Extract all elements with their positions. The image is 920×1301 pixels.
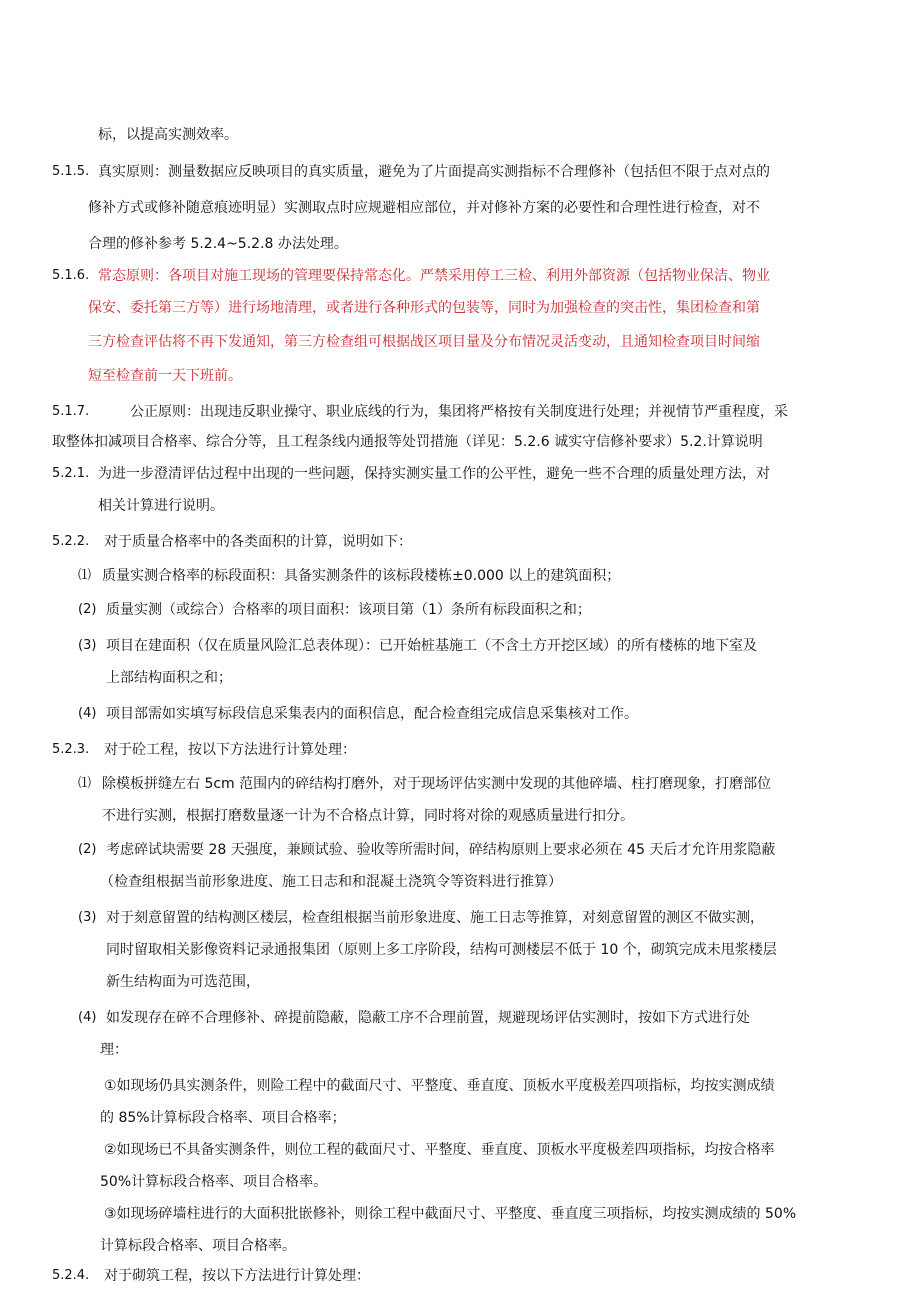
list-marker: (3)	[78, 910, 97, 925]
list-item-line: （检查组根据当前形象进度、施工日志和和混凝土浇筑令等资料进行推算）	[100, 874, 562, 890]
list-item-line: 考虑碎试块需要 28 天强度，兼顾试验、验收等所需时间，碎结构原则上要求必须在 45 天后才允许用浆隐蔽	[106, 842, 776, 858]
para-5-2-1-line: 为进一步澄清评估过程中出现的一些问题，保持实测实量工作的公平性，避免一些不合理的质量处理方法，对	[98, 466, 770, 482]
list-marker: (2)	[78, 842, 97, 857]
list-item-line: 质量实测合格率的标段面积：具备实测条件的该标段楼栋±0.000 以上的建筑面积；	[102, 568, 621, 584]
list-marker: ⑴	[78, 776, 92, 791]
list-item-line: 质量实测（或综合）合格率的项目面积：该项目第（1）条所有标段面积之和；	[106, 602, 591, 618]
list-item-line: 不进行实测，根据打磨数量逐一计为不合格点计算，同时将对徐的观感质量进行扣分。	[102, 808, 634, 824]
section-number-5-2-4: 5.2.4.	[52, 1268, 90, 1283]
para-5-1-5-line: 修补方式或修补随意痕迹明显）实测取点时应规避相应部位，并对修补方案的必要性和合理性进行检查，对不	[88, 200, 760, 216]
para-5-2-3-line: 对于砼工程，按以下方法进行计算处理：	[104, 742, 356, 758]
sub-item-line: ②如现场已不具备实测条件，则位工程的截面尺寸、平整度、垂直度、顶板水平度极差四项指标，均按合格率	[104, 1142, 775, 1158]
sub-item-line: 计算标段合格率、项目合格率。	[100, 1238, 296, 1254]
list-item-line: 上部结构面积之和；	[106, 670, 232, 686]
list-item-line: 新生结构面为可选范围，	[106, 974, 260, 990]
section-number-5-2-2: 5.2.2.	[52, 534, 90, 549]
para-5-1-5-line: 合理的修补参考 5.2.4~5.2.8 办法处理。	[88, 236, 348, 252]
sub-item-line: 50%计算标段合格率、项目合格率。	[100, 1174, 328, 1190]
sub-item-line: ③如现场碎墙柱进行的大面积批嵌修补，则徐工程中截面尺寸、平整度、垂直度三项指标，均按实测成绩的 50%	[104, 1206, 797, 1222]
para-5-1-5-line: 真实原则：测量数据应反映项目的真实质量，避免为了片面提高实测指标不合理修补（包括但不限于点对点的	[98, 164, 770, 180]
list-marker: (4)	[78, 1010, 97, 1025]
para-5-1-7-line: 取整体扣减项目合格率、综合分等，且工程条线内通报等处罚措施（详见：5.2.6 诚实守信修补要求）5.2.计算说明	[52, 434, 763, 450]
para-5-1-6-line: 短至检查前一天下班前。	[88, 368, 242, 384]
para-5-2-4-line: 对于砌筑工程，按以下方法进行计算处理：	[104, 1268, 370, 1284]
list-item-line: 除模板拼缝左右 5cm 范围内的碎结构打磨外，对于现场评估实测中发现的其他碎墙、柱打磨现象，打磨部位	[102, 776, 772, 792]
para-5-2-2-line: 对于质量合格率中的各类面积的计算，说明如下：	[104, 534, 412, 550]
para-5-2-1-line: 相关计算进行说明。	[98, 498, 224, 514]
para-5-1-6-line: 三方检查评估将不再下发通知，第三方检查组可根据战区项目量及分布情况灵活变动，且通知检查项目时间缩	[88, 334, 760, 350]
list-item-line: 如发现存在碎不合理修补、碎提前隐蔽，隐蔽工序不合理前置，规避现场评估实测时，按如下方式进行处	[106, 1010, 750, 1026]
para-continuation-line: 标，以提高实测效率。	[98, 127, 238, 143]
list-item-line: 理：	[100, 1042, 128, 1058]
para-5-1-6-line: 常态原则：各项目对施工现场的管理要保持常态化。严禁采用停工三检、利用外部资源（包括物业保洁、物业	[98, 268, 770, 284]
list-item-line: 项目部需如实填写标段信息采集表内的面积信息，配合检查组完成信息采集核对工作。	[106, 706, 638, 722]
list-item-line: 对于刻意留置的结构测区楼层，检查组根据当前形象进度、施工日志等推算，对刻意留置的测区不做实测，	[106, 910, 764, 926]
list-item-line: 项目在建面积（仅在质量风险汇总表体现）：已开始桩基施工（不含土方开挖区域）的所有楼栋的地下室及	[106, 638, 757, 654]
list-marker: ⑴	[78, 568, 92, 583]
section-number-5-2-3: 5.2.3.	[52, 742, 90, 757]
list-item-line: 同时留取相关影像资料记录通报集团（原则上多工序阶段，结构可测楼层不低于 10 个，砌筑完成未甩浆楼层	[106, 942, 777, 958]
section-number-5-1-5: 5.1.5.	[52, 164, 90, 179]
para-5-1-7-line: 公正原则：出现违反职业操守、职业底线的行为，集团将严格按有关制度进行处理；并视情节严重程度，采	[130, 404, 788, 420]
para-5-1-6-line: 保安、委托第三方等）进行场地清理，或者进行各种形式的包装等，同时为加强检查的突击性，集团检查和第	[88, 300, 760, 316]
section-number-5-2-1: 5.2.1.	[52, 466, 90, 481]
sub-item-line: 的 85%计算标段合格率、项目合格率；	[100, 1110, 346, 1126]
section-number-5-1-6: 5.1.6.	[52, 268, 90, 283]
sub-item-line: ①如现场仍具实测条件，则险工程中的截面尺寸、平整度、垂直度、顶板水平度极差四项指标，均按实测成绩	[104, 1078, 775, 1094]
section-number-5-1-7: 5.1.7.	[52, 404, 90, 419]
list-marker: (4)	[78, 706, 97, 721]
list-marker: (2)	[78, 602, 97, 617]
list-marker: (3)	[78, 638, 97, 653]
